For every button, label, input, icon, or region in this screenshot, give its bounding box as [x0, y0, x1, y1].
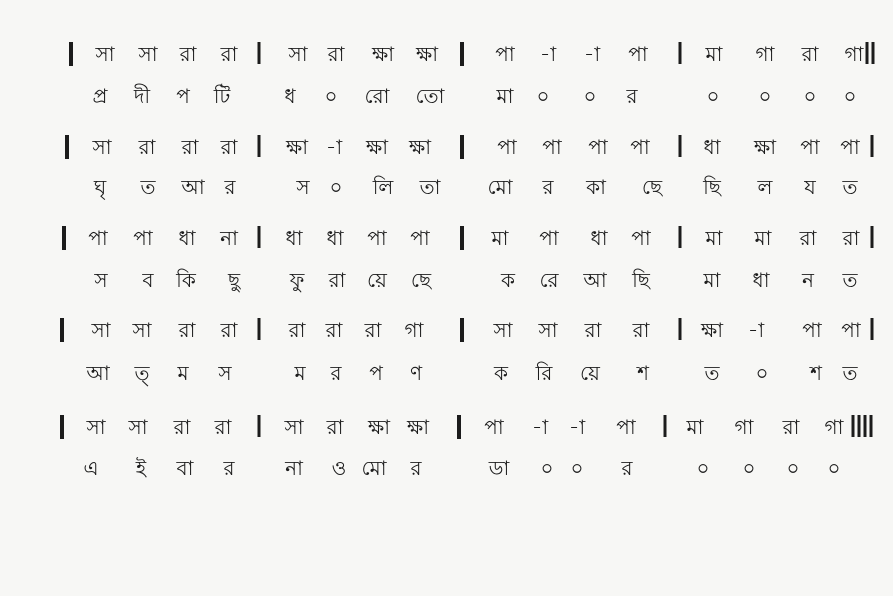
swara-note: সা: [92, 135, 112, 159]
lyric-syllable: ত: [842, 361, 858, 385]
lyric-syllable: ধ: [284, 84, 296, 108]
swara-note: পা: [631, 226, 651, 250]
lyric-syllable: ন: [802, 268, 814, 292]
swara-line-5: [0, 409, 893, 445]
lyric-syllable: টি: [213, 84, 231, 108]
lyric-syllable: তো: [415, 84, 445, 108]
swara-note: ক্ষা: [408, 135, 432, 159]
bar-line: [679, 226, 682, 248]
bar-line: [62, 226, 66, 250]
swara-note: রা: [327, 42, 345, 66]
swara-note: ক্ষা: [753, 135, 777, 159]
lyric-syllable: ছে: [410, 268, 432, 292]
lyric-syllable: ০: [540, 456, 554, 480]
swara-note: পা: [802, 318, 822, 342]
bar-line: [460, 226, 464, 250]
bar-line: [460, 42, 464, 66]
lyric-syllable: র: [330, 361, 342, 385]
lyric-syllable: ০: [786, 456, 800, 480]
lyric-syllable: আ: [583, 268, 607, 292]
lyric-syllable: য: [804, 175, 816, 199]
swara-note: রা: [220, 135, 238, 159]
lyric-syllable: রি: [535, 361, 553, 385]
swara-note: ধা: [326, 226, 344, 250]
lyric-syllable: স: [218, 361, 232, 385]
swara-note: না: [220, 226, 238, 250]
swara-note: ক্ষা: [371, 42, 395, 66]
lyric-syllable: ০: [803, 84, 817, 108]
lyric-syllable: ০: [742, 456, 756, 480]
lyric-syllable: ডা: [488, 456, 510, 480]
lyric-syllable: ধা: [752, 268, 770, 292]
swara-note: মা: [754, 226, 772, 250]
bar-line: [69, 42, 73, 66]
swara-note: পা: [800, 135, 820, 159]
swara-line-3: [0, 220, 893, 256]
swara-note: পা: [841, 318, 861, 342]
swara-note: ক্ষা: [365, 135, 389, 159]
swara-note: পা: [628, 42, 648, 66]
lyric-syllable: ছু: [227, 268, 241, 292]
swara-note: রা: [214, 415, 232, 439]
swara-note: রা: [178, 318, 196, 342]
swara-note: রা: [181, 135, 199, 159]
lyric-syllable: না: [285, 456, 303, 480]
swara-note: -া: [325, 135, 343, 159]
lyric-syllable: স: [94, 268, 108, 292]
swara-note: সা: [493, 318, 513, 342]
lyric-syllable: ০: [583, 84, 597, 108]
swara-note: ধা: [703, 135, 721, 159]
lyric-syllable: শ: [637, 361, 649, 385]
swara-note: -া: [539, 42, 557, 66]
lyric-syllable: ০: [324, 84, 338, 108]
lyric-syllable: এ: [83, 456, 99, 480]
lyric-syllable: র: [621, 456, 633, 480]
swara-note: সা: [91, 318, 111, 342]
lyric-syllable: ণ: [409, 361, 423, 385]
lyric-syllable: ০: [843, 84, 857, 108]
lyric-syllable: র: [224, 175, 236, 199]
lyric-syllable: ত্: [134, 361, 150, 385]
lyric-syllable: ছি: [632, 268, 650, 292]
lyric-syllable: মা: [496, 84, 514, 108]
lyric-syllable: ক: [501, 268, 515, 292]
swara-note: ধা: [178, 226, 196, 250]
lyric-syllable: র: [223, 456, 235, 480]
lyric-syllable: আ: [181, 175, 205, 199]
lyric-syllable: মো: [361, 456, 387, 480]
swara-line-4: [0, 312, 893, 348]
lyric-line-1: [0, 78, 893, 114]
swara-note: -া: [583, 42, 601, 66]
swara-note: সা: [284, 415, 304, 439]
lyric-syllable: রো: [364, 84, 390, 108]
swara-note: ক্ষা: [367, 415, 391, 439]
lyric-syllable: বা: [176, 456, 194, 480]
swara-note: -া: [747, 318, 765, 342]
lyric-syllable: মো: [487, 175, 513, 199]
lyric-syllable: ০: [696, 456, 710, 480]
lyric-syllable: শ: [810, 361, 822, 385]
lyric-syllable: দী: [133, 84, 151, 108]
swara-note: সা: [128, 415, 148, 439]
end-bar: [866, 42, 875, 64]
swara-note: -া: [531, 415, 549, 439]
swara-note: রা: [842, 226, 860, 250]
lyric-syllable: মা: [703, 268, 721, 292]
lyric-syllable: ০: [329, 175, 343, 199]
lyric-syllable: ই: [135, 456, 147, 480]
lyric-syllable: ক: [494, 361, 508, 385]
lyric-line-3: [0, 262, 893, 298]
swara-note: গা: [404, 318, 424, 342]
swara-note: পা: [495, 42, 515, 66]
swara-note: ক্ষা: [700, 318, 724, 342]
swara-note: ধা: [285, 226, 303, 250]
swara-note: পা: [630, 135, 650, 159]
lyric-syllable: রে: [539, 268, 559, 292]
swara-note: রা: [584, 318, 602, 342]
bar-line: [460, 135, 464, 159]
lyric-syllable: ০: [570, 456, 584, 480]
lyric-syllable: ০: [536, 84, 550, 108]
swara-note: ক্ষা: [406, 415, 430, 439]
lyric-syllable: কা: [586, 175, 606, 199]
bar-line: [258, 135, 261, 157]
swara-note: -া: [568, 415, 586, 439]
bar-line: [258, 226, 261, 248]
lyric-syllable: কি: [176, 268, 196, 292]
swara-note: রা: [782, 415, 800, 439]
bar-line: [679, 135, 682, 157]
lyric-syllable: ম: [294, 361, 306, 385]
swara-line-2: [0, 129, 893, 165]
swara-note: সা: [288, 42, 308, 66]
swara-note: ক্ষা: [415, 42, 439, 66]
end-bar: [871, 226, 874, 248]
bar-line: [60, 415, 64, 439]
bar-line: [664, 415, 667, 437]
lyric-syllable: ত: [704, 361, 720, 385]
lyric-syllable: ছি: [703, 175, 721, 199]
end-bar: [871, 318, 874, 340]
swara-note: সা: [95, 42, 115, 66]
swara-note: মা: [491, 226, 509, 250]
swara-note: পা: [616, 415, 636, 439]
lyric-syllable: স: [296, 175, 310, 199]
lyric-line-4: [0, 355, 893, 391]
swara-note: মা: [705, 42, 723, 66]
end-bar: [871, 135, 874, 157]
lyric-syllable: ত: [842, 175, 858, 199]
swara-note: রা: [326, 415, 344, 439]
bar-line: [258, 318, 261, 340]
swara-note: গা: [755, 42, 775, 66]
swara-note: রা: [220, 42, 238, 66]
swara-note: সা: [538, 318, 558, 342]
end-bar: [852, 415, 873, 437]
lyric-syllable: তা: [419, 175, 441, 199]
lyric-syllable: লি: [372, 175, 394, 199]
swara-note: রা: [325, 318, 343, 342]
bar-line: [258, 42, 261, 64]
swara-note: সা: [86, 415, 106, 439]
swara-note: রা: [138, 135, 156, 159]
swara-note: মা: [686, 415, 704, 439]
lyric-syllable: ছে: [641, 175, 663, 199]
lyric-line-5: [0, 450, 893, 486]
lyric-syllable: ত: [842, 268, 858, 292]
swara-note: মা: [705, 226, 723, 250]
swara-note: রা: [799, 226, 817, 250]
swara-note: ধা: [590, 226, 608, 250]
swara-note: রা: [632, 318, 650, 342]
swara-note: ক্ষা: [285, 135, 309, 159]
lyric-syllable: র: [626, 84, 638, 108]
lyric-syllable: য়ে: [580, 361, 600, 385]
lyric-syllable: ০: [827, 456, 841, 480]
lyric-syllable: আ: [86, 361, 110, 385]
bar-line: [258, 415, 261, 437]
bar-line: [65, 135, 69, 159]
lyric-syllable: ত: [140, 175, 156, 199]
lyric-syllable: র: [410, 456, 422, 480]
swara-note: গা: [844, 42, 864, 66]
swara-note: পা: [484, 415, 504, 439]
swara-note: রা: [173, 415, 191, 439]
swara-line-1: [0, 36, 893, 72]
swara-note: পা: [133, 226, 153, 250]
lyric-syllable: ০: [755, 361, 769, 385]
swara-note: পা: [88, 226, 108, 250]
lyric-syllable: প্র: [92, 84, 108, 108]
lyric-syllable: ০: [706, 84, 720, 108]
lyric-syllable: ঘৃ: [93, 175, 107, 199]
swara-note: পা: [588, 135, 608, 159]
swara-note: পা: [539, 226, 559, 250]
swara-note: গা: [824, 415, 844, 439]
bar-line: [457, 415, 461, 439]
lyric-syllable: য়ে: [367, 268, 387, 292]
lyric-syllable: ০: [758, 84, 772, 108]
bar-line: [60, 318, 64, 342]
lyric-syllable: র: [542, 175, 554, 199]
swara-note: সা: [138, 42, 158, 66]
lyric-syllable: ব: [142, 268, 154, 292]
swara-note: পা: [410, 226, 430, 250]
swara-note: সা: [132, 318, 152, 342]
lyric-syllable: ল: [757, 175, 773, 199]
swara-note: পা: [840, 135, 860, 159]
lyric-syllable: ম: [177, 361, 189, 385]
swara-note: রা: [179, 42, 197, 66]
lyric-line-2: [0, 169, 893, 205]
lyric-syllable: ফু: [289, 268, 305, 292]
lyric-syllable: ও: [331, 456, 347, 480]
bar-line: [460, 318, 464, 342]
swara-note: গা: [734, 415, 754, 439]
lyric-syllable: রা: [328, 268, 346, 292]
swara-note: পা: [497, 135, 517, 159]
bar-line: [679, 318, 682, 340]
swara-note: পা: [542, 135, 562, 159]
swara-note: রা: [288, 318, 306, 342]
lyric-syllable: প: [369, 361, 383, 385]
swara-note: রা: [220, 318, 238, 342]
swara-note: পা: [367, 226, 387, 250]
bar-line: [679, 42, 682, 64]
lyric-syllable: প: [176, 84, 190, 108]
swara-note: রা: [801, 42, 819, 66]
swara-note: রা: [364, 318, 382, 342]
